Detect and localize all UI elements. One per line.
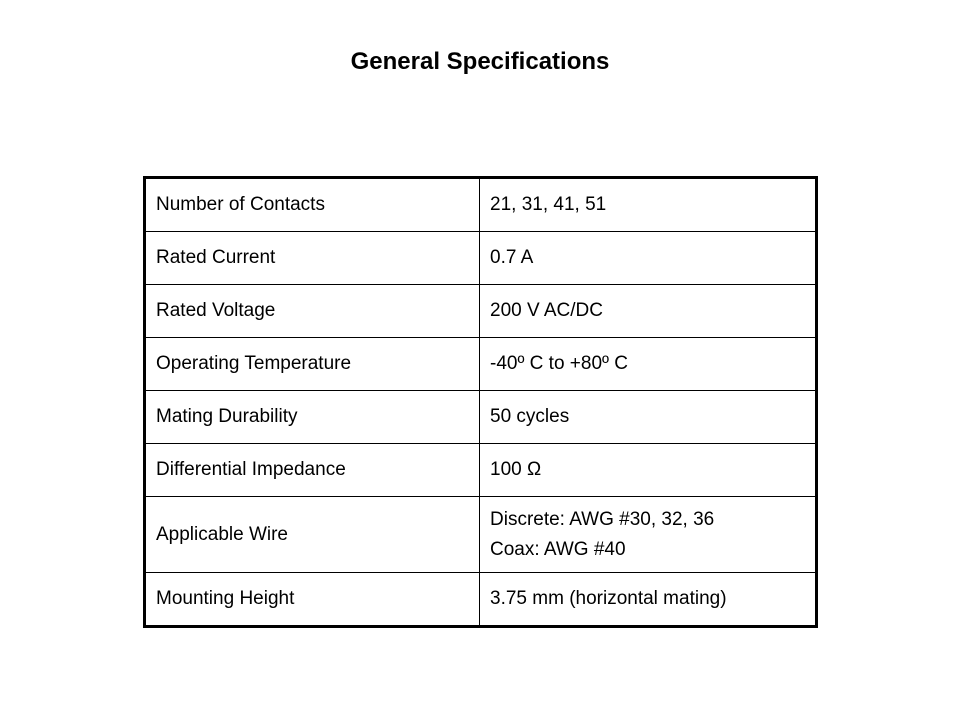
- spec-value-line: Coax: AWG #40: [490, 538, 626, 560]
- table-row: [145, 338, 817, 391]
- spec-value: 21, 31, 41, 51: [480, 178, 817, 232]
- spec-label: Differential Impedance: [145, 444, 480, 497]
- spec-value: -40º C to +80º C: [480, 338, 817, 391]
- table-row: [145, 573, 817, 627]
- spec-label: Applicable Wire: [145, 497, 480, 573]
- spec-value: 50 cycles: [480, 391, 817, 444]
- table-row: [145, 178, 817, 232]
- spec-label: Rated Voltage: [145, 285, 480, 338]
- table-row: [145, 444, 817, 497]
- specifications-table: [143, 176, 818, 628]
- spec-value: 0.7 A: [480, 232, 817, 285]
- spec-label: Rated Current: [145, 232, 480, 285]
- spec-label: Mating Durability: [145, 391, 480, 444]
- page-title: General Specifications: [350, 48, 610, 75]
- table-row: [145, 497, 817, 573]
- spec-value: 100 Ω: [480, 444, 817, 497]
- table-row: [145, 391, 817, 444]
- spec-label: Mounting Height: [145, 573, 480, 627]
- table-row: [145, 285, 817, 338]
- spec-value: 3.75 mm (horizontal mating): [480, 573, 817, 627]
- spec-value: 200 V AC/DC: [480, 285, 817, 338]
- table-row: [145, 232, 817, 285]
- spec-value: [480, 497, 817, 573]
- spec-label: Number of Contacts: [145, 178, 480, 232]
- spec-value-line: Discrete: AWG #30, 32, 36: [490, 508, 715, 530]
- spec-label: Operating Temperature: [145, 338, 480, 391]
